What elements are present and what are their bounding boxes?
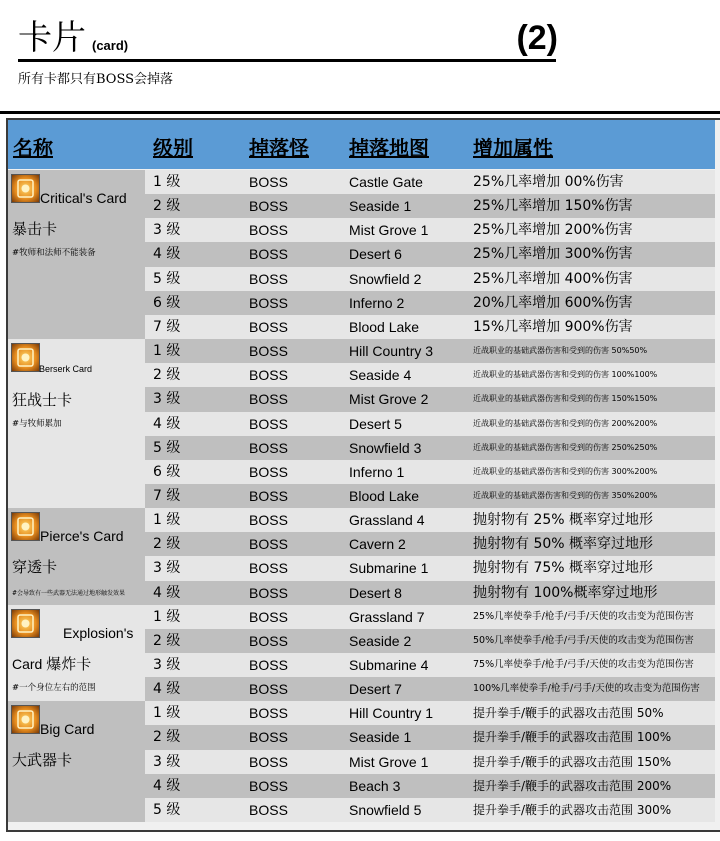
page-title-sub: (card) [92,38,129,53]
level-cell: 6 级 [153,463,181,480]
level-cell: 1 级 [153,705,181,722]
card-name-zh: 狂战士卡 [12,391,73,410]
attribute-cell: 近战职业的基础武器伤害和受到的伤害 50%50% [473,346,648,356]
card-name-en: Critical's Card [40,190,127,206]
map-cell: Desert 6 [349,246,402,263]
monster-cell: BOSS [249,608,288,625]
card-group-label [8,339,145,508]
attribute-cell: 15%几率增加 900%伤害 [473,318,633,335]
level-cell: 4 级 [153,415,181,432]
monster-cell: BOSS [249,536,288,553]
monster-cell: BOSS [249,318,288,335]
header-name: 名称 [13,136,53,160]
map-cell: Submarine 4 [349,657,429,673]
card-group-label [8,701,145,822]
attribute-cell: 提升拳手/鞭手的武器攻击范围 200% [473,778,672,793]
level-cell: 7 级 [153,318,181,335]
map-cell: Snowfield 2 [349,270,422,287]
monster-cell: BOSS [249,367,288,384]
map-cell: Seaside 1 [349,729,412,746]
attribute-cell: 抛射物有 25% 概率穿过地形 [473,512,654,529]
monster-cell: BOSS [249,487,288,504]
attribute-cell: 抛射物有 75% 概率穿过地形 [473,560,654,577]
card-group-label [8,170,145,339]
map-cell: Desert 5 [349,415,402,432]
card-name-zh: 穿透卡 [12,558,58,577]
map-cell: Mist Grove 1 [349,222,429,239]
map-cell: Submarine 1 [349,560,429,577]
map-cell: Mist Grove 2 [349,391,429,408]
card-name-zh-line [12,218,57,239]
monster-cell: BOSS [249,729,288,746]
card-name-zh-line [12,653,91,674]
attribute-cell: 提升拳手/鞭手的武器攻击范围 50% [473,706,664,721]
attribute-cell: 50%几率使拳手/枪手/弓手/天使的攻击变为范围伤害 [473,634,694,646]
map-cell: Grassland 7 [349,608,425,625]
attribute-cell: 提升拳手/鞭手的武器攻击范围 300% [473,802,672,817]
card-name-zh-line [12,749,72,770]
monster-cell: BOSS [249,463,288,480]
attribute-cell: 25%几率增加 200%伤害 [473,222,633,239]
map-cell: Beach 3 [349,777,401,794]
attribute-cell: 25%几率增加 00%伤害 [473,174,624,190]
map-cell: Inferno 2 [349,294,405,311]
map-cell: Grassland 4 [349,512,425,529]
map-cell: Snowfield 5 [349,801,422,818]
monster-cell: BOSS [249,632,288,649]
attribute-cell: 100%几率使拳手/枪手/弓手/天使的攻击变为范围伤害 [473,683,700,695]
level-cell: 1 级 [153,174,181,190]
map-cell: Seaside 2 [349,632,412,649]
page-number: (2) [516,19,558,57]
card-name-zh: 暴击卡 [12,220,58,238]
monster-cell: BOSS [249,343,288,360]
map-cell: Mist Grove 1 [349,753,429,770]
page-title [18,18,558,62]
page-title-text: 卡片 [18,18,86,58]
level-cell: 1 级 [153,512,181,529]
header-monster: 掉落怪 [249,136,309,160]
header-attribute: 增加属性 [473,136,553,160]
level-cell: 2 级 [153,729,181,746]
level-cell: 4 级 [153,777,181,794]
card-name-zh: 爆炸卡 [46,654,92,673]
monster-cell: BOSS [249,801,288,818]
card-name-en: Big Card [40,721,95,738]
monster-cell: BOSS [249,753,288,770]
map-cell: Desert 7 [349,681,402,698]
map-cell: Inferno 1 [349,463,405,480]
attribute-cell: 25%几率增加 150%伤害 [473,198,633,215]
map-cell: Seaside 1 [349,198,412,215]
card-name-en: Pierce's Card [40,528,124,545]
level-cell: 3 级 [153,657,181,673]
monster-cell: BOSS [249,705,288,722]
big-card-icon [11,705,40,734]
attribute-cell: 近战职业的基础武器伤害和受到的伤害 100%100% [473,370,658,380]
map-cell: Snowfield 3 [349,439,422,456]
card-note: #牧师和法师不能装备 [12,248,96,258]
attribute-cell: 75%几率使拳手/枪手/弓手/天使的攻击变为范围伤害 [473,659,694,670]
card-name-en: Explosion's [63,624,134,641]
level-cell: 5 级 [153,801,181,818]
monster-cell: BOSS [249,439,288,456]
card-name-en: Berserk Card [39,364,93,375]
attribute-cell: 抛射物有 50% 概率穿过地形 [473,536,654,553]
level-cell: 2 级 [153,198,181,215]
card-note: #一个身位左右的范围 [12,682,96,693]
level-cell: 6 级 [153,294,181,311]
monster-cell: BOSS [249,294,288,311]
header-map: 掉落地图 [349,136,429,160]
pierce-card-icon [11,512,40,541]
map-cell: Cavern 2 [349,536,406,553]
monster-cell: BOSS [249,777,288,794]
attribute-cell: 抛射物有 100%概率穿过地形 [473,584,658,601]
level-cell: 2 级 [153,536,181,553]
map-cell: Blood Lake [349,318,420,335]
card-group-label [8,508,145,605]
monster-cell: BOSS [249,681,288,698]
attribute-cell: 近战职业的基础武器伤害和受到的伤害 250%250% [473,442,658,452]
level-cell: 4 级 [153,246,181,263]
level-cell: 2 级 [153,367,181,384]
monster-cell: BOSS [249,512,288,529]
header-level: 级别 [153,136,193,160]
card-name-zh-line [12,389,72,410]
level-cell: 2 级 [153,632,181,649]
monster-cell: BOSS [249,391,288,408]
berserk-card-icon [11,343,40,372]
level-cell: 4 级 [153,584,181,601]
attribute-cell: 近战职业的基础武器伤害和受到的伤害 350%200% [473,490,658,500]
monster-cell: BOSS [249,415,288,432]
monster-cell: BOSS [249,198,288,215]
attribute-cell: 提升拳手/鞭手的武器攻击范围 150% [473,754,672,769]
monster-cell: BOSS [249,584,288,601]
level-cell: 5 级 [153,439,181,456]
map-cell: Blood Lake [349,487,420,504]
level-cell: 1 级 [153,343,181,360]
map-cell: Seaside 4 [349,367,412,384]
attribute-cell: 20%几率增加 600%伤害 [473,294,633,311]
attribute-cell: 25%几率增加 400%伤害 [473,270,633,287]
level-cell: 3 级 [153,391,181,408]
monster-cell: BOSS [249,222,288,239]
card-name-en-cont: Card [12,655,47,672]
map-cell: Hill Country 1 [349,705,434,722]
attribute-cell: 25%几率增加 300%伤害 [473,246,633,263]
monster-cell: BOSS [249,174,288,190]
attribute-cell: 25%几率使拳手/枪手/弓手/天使的攻击变为范围伤害 [473,610,694,622]
card-note: #会导致有一些武器无法通过地形触发效果 [12,590,126,598]
attribute-cell: 近战职业的基础武器伤害和受到的伤害 300%200% [473,466,658,476]
level-cell: 3 级 [153,560,181,577]
level-cell: 3 级 [153,222,181,239]
critical-card-icon [11,174,40,203]
attribute-cell: 提升拳手/鞭手的武器攻击范围 100% [473,730,672,745]
title-underline [18,59,556,62]
page-subtitle: 所有卡都只有BOSS会掉落 [18,72,174,87]
card-note: #与牧师累加 [12,419,62,430]
map-cell: Desert 8 [349,584,402,601]
map-cell: Hill Country 3 [349,343,434,360]
map-cell: Castle Gate [349,174,423,190]
level-cell: 7 级 [153,487,181,504]
card-name-zh-line [12,556,57,577]
attribute-cell: 近战职业的基础武器伤害和受到的伤害 200%200% [473,418,658,428]
level-cell: 1 级 [153,608,181,625]
attribute-cell: 近战职业的基础武器伤害和受到的伤害 150%150% [473,394,658,404]
explosion-card-icon [11,609,40,638]
monster-cell: BOSS [249,270,288,287]
monster-cell: BOSS [249,246,288,263]
level-cell: 3 级 [153,753,181,770]
table-header [8,120,715,169]
level-cell: 4 级 [153,681,181,698]
monster-cell: BOSS [249,657,288,673]
level-cell: 5 级 [153,270,181,287]
monster-cell: BOSS [249,560,288,577]
card-group-label [8,605,145,702]
card-name-zh: 大武器卡 [12,751,73,770]
